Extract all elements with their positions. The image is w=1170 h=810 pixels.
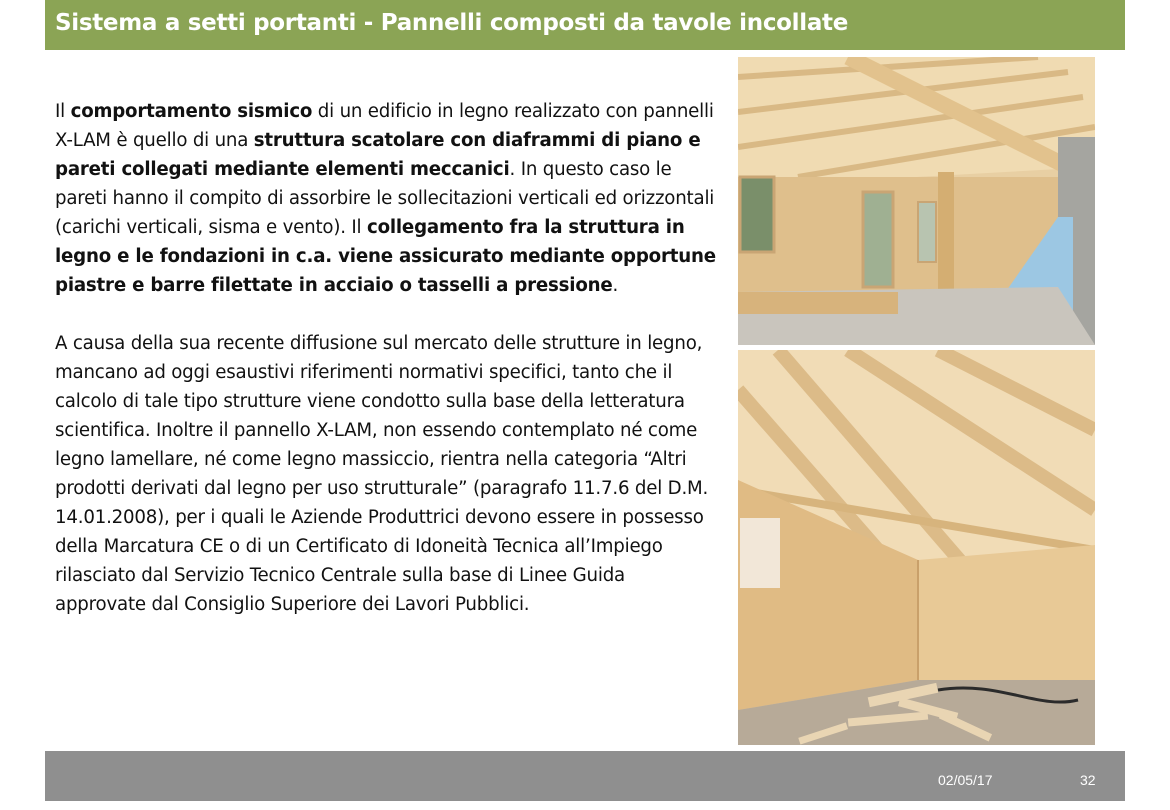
paragraph-seismic-behavior (55, 97, 720, 300)
footer-date: 02/05/17 (938, 772, 993, 788)
text-segment: . In questo caso le pareti hanno il compito di assorbire le sollecitazioni verticali ed orizzontali (carichi verticali, sisma e vento). Il (55, 159, 715, 238)
construction-interior-photo (738, 57, 1095, 345)
title-bar (45, 0, 1125, 50)
text-segment: Il (55, 101, 71, 122)
bold-text-segment: comportamento sismico (70, 101, 313, 122)
footer-bar (45, 751, 1125, 801)
bold-text-segment: collegamento fra la struttura in legno e le fondazioni in c.a. viene assicurato mediante opportune piastre e barre filettate in acciaio o tasselli a pressione (55, 217, 716, 296)
paragraph-regulations: A causa della sua recente diffusione sul mercato delle strutture in legno, mancano ad oggi esaustivi riferimenti normativi specifici, tanto che il calcolo di tale tipo strutture viene condotto sulla base della letteratura scientifica. Inoltre il pannello X-LAM, non essendo contemplato né come legno lamellare, né come legno massiccio, rientra nella categoria “Altri prodotti derivati dal legno per uso strutturale” (paragrafo 11.7.6 del D.M. 14.01.2008), per i quali le Aziende Produttrici devono essere in possesso della Marcatura CE o di un Certificato di Idoneità Tecnica all’Impiego rilasciato dal Servizio Tecnico Centrale sulla base di Linee Guida approvate dal Consiglio Superiore dei Lavori Pubblici. (55, 333, 709, 615)
text-segment: . (612, 275, 619, 296)
bold-text-segment: struttura scatolare con diaframmi di piano e pareti collegati mediante elementi meccanici (55, 130, 701, 180)
page-number: 32 (1080, 772, 1096, 788)
roof-structure-photo (738, 350, 1095, 745)
body-text (55, 97, 720, 619)
text-segment: di un edificio in legno realizzato con pannelli X-LAM è quello di una (55, 101, 714, 151)
slide-title: Sistema a setti portanti - Pannelli composti da tavole incollate (55, 10, 849, 36)
